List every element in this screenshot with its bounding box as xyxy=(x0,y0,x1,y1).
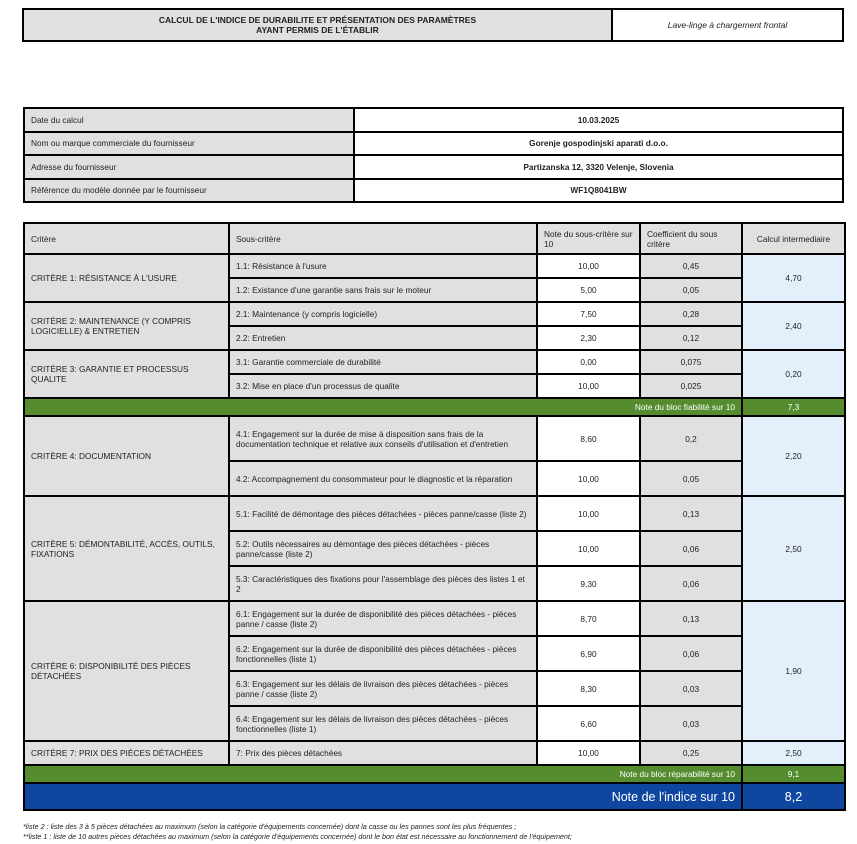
subcriterion-note: 10,00 xyxy=(537,461,640,496)
criterion-calc: 0,20 xyxy=(742,350,845,398)
subcriterion-label: 1.1: Résistance à l'usure xyxy=(229,254,537,278)
subcriterion-note: 10,00 xyxy=(537,254,640,278)
subcriterion-coef: 0,03 xyxy=(640,706,742,741)
info-value: WF1Q8041BW xyxy=(354,179,843,203)
col-header: Critère xyxy=(24,223,229,254)
table-row xyxy=(24,741,845,765)
subcriterion-coef: 0,05 xyxy=(640,461,742,496)
subcriterion-label: 3.2: Mise en place d'un processus de qualite xyxy=(229,374,537,398)
subcriterion-note: 8,30 xyxy=(537,671,640,706)
subcriterion-note: 10,00 xyxy=(537,741,640,765)
subcriterion-coef: 0,2 xyxy=(640,416,742,461)
subcriterion-label: 6.1: Engagement sur la durée de disponibilité des pièces détachées - pièces panne / casse (liste 2) xyxy=(229,601,537,636)
subcriterion-note: 0,00 xyxy=(537,350,640,374)
info-value: Partizanska 12, 3320 Velenje, Slovenia xyxy=(354,155,843,179)
criterion-calc: 2,50 xyxy=(742,496,845,601)
subcriterion-label: 6.4: Engagement sur les délais de livraison des pièces détachées - pièces fonctionnelles (liste 1) xyxy=(229,706,537,741)
criterion-label: CRITÈRE 2: MAINTENANCE (Y COMPRIS LOGICIELLE) & ENTRETIEN xyxy=(24,302,229,350)
fiabilite-value: 7,3 xyxy=(742,398,845,416)
subcriterion-label: 5.1: Facilité de démontage des pièces détachées - pièces panne/casse (liste 2) xyxy=(229,496,537,531)
subcriterion-coef: 0,28 xyxy=(640,302,742,326)
subcriterion-note: 8,70 xyxy=(537,601,640,636)
subcriterion-note: 6,90 xyxy=(537,636,640,671)
reparabilite-row xyxy=(24,765,845,783)
subcriterion-note: 7,50 xyxy=(537,302,640,326)
info-value: 10.03.2025 xyxy=(354,108,843,132)
table-row xyxy=(24,302,845,326)
criterion-label: CRITÈRE 7: PRIX DES PIÈCES DÉTACHÉES xyxy=(24,741,229,765)
col-header: Sous-critère xyxy=(229,223,537,254)
subcriterion-note: 8,60 xyxy=(537,416,640,461)
subcriterion-coef: 0,06 xyxy=(640,636,742,671)
criterion-calc: 2,50 xyxy=(742,741,845,765)
table-row xyxy=(24,350,845,374)
subcriterion-coef: 0,075 xyxy=(640,350,742,374)
criterion-calc: 1,90 xyxy=(742,601,845,741)
supplier-info-table xyxy=(23,107,844,203)
document-title xyxy=(24,10,613,40)
title-line-2: AYANT PERMIS DE L'ÉTABLIR xyxy=(256,25,379,35)
subcriterion-note: 5,00 xyxy=(537,278,640,302)
subcriterion-label: 6.2: Engagement sur la durée de disponibilité des pièces détachées - pièces fonctionnelles (liste 1) xyxy=(229,636,537,671)
indice-value: 8,2 xyxy=(742,783,845,810)
col-header: Calcul intermediaire xyxy=(742,223,845,254)
document-header xyxy=(22,8,844,42)
subcriterion-coef: 0,25 xyxy=(640,741,742,765)
fiabilite-label: Note du bloc fiabilité sur 10 xyxy=(24,398,742,416)
criterion-calc: 4,70 xyxy=(742,254,845,302)
subcriterion-coef: 0,03 xyxy=(640,671,742,706)
subcriterion-label: 4.2: Accompagnement du consommateur pour le diagnostic et la réparation xyxy=(229,461,537,496)
subcriterion-note: 9,30 xyxy=(537,566,640,601)
info-label: Référence du modèle donnée par le fournisseur xyxy=(24,179,354,203)
col-header: Coefficient du sous critère xyxy=(640,223,742,254)
footnote-liste-1: **liste 1 : liste de 10 autres pièces détachées au maximum (selon la catégorie d'équipements concernée) dont le bon état est nécessaire au fonctionnement de l'équipement; xyxy=(23,832,572,841)
subcriterion-coef: 0,45 xyxy=(640,254,742,278)
indice-label: Note de l'indice sur 10 xyxy=(24,783,742,810)
criterion-label: CRITÈRE 1: RÉSISTANCE À L'USURE xyxy=(24,254,229,302)
subcriterion-coef: 0,13 xyxy=(640,496,742,531)
indice-row xyxy=(24,783,845,810)
subcriterion-note: 2,30 xyxy=(537,326,640,350)
durability-index-table xyxy=(23,222,846,811)
criterion-label: CRITÈRE 4: DOCUMENTATION xyxy=(24,416,229,496)
info-label: Nom ou marque commerciale du fournisseur xyxy=(24,132,354,156)
subcriterion-coef: 0,05 xyxy=(640,278,742,302)
footnotes xyxy=(23,822,572,842)
subcriterion-label: 1.2: Existance d'une garantie sans frais sur le moteur xyxy=(229,278,537,302)
subcriterion-label: 2.2: Entretien xyxy=(229,326,537,350)
footnote-liste-2: *liste 2 : liste des 3 à 5 pièces détachées au maximum (selon la catégorie d'équipements concernée) dont la casse ou les pannes sont les plus fréquentes ; xyxy=(23,822,517,831)
table-row xyxy=(24,254,845,278)
subcriterion-label: 4.1: Engagement sur la durée de mise à disposition sans frais de la documentation technique et relative aux conseils d'utilisation et d'entretien xyxy=(229,416,537,461)
subcriterion-coef: 0,13 xyxy=(640,601,742,636)
info-label: Date du calcul xyxy=(24,108,354,132)
fiabilite-row xyxy=(24,398,845,416)
subcriterion-note: 6,60 xyxy=(537,706,640,741)
info-row xyxy=(24,108,843,132)
subcriterion-note: 10,00 xyxy=(537,496,640,531)
info-row xyxy=(24,179,843,203)
subcriterion-label: 3.1: Garantie commerciale de durabilité xyxy=(229,350,537,374)
info-label: Adresse du fournisseur xyxy=(24,155,354,179)
product-category: Lave-linge à chargement frontal xyxy=(667,20,788,30)
criterion-label: CRITÈRE 5: DÉMONTABILITÉ, ACCÈS, OUTILS, FIXATIONS xyxy=(24,496,229,601)
subcriterion-coef: 0,12 xyxy=(640,326,742,350)
subcriterion-note: 10,00 xyxy=(537,374,640,398)
info-value: Gorenje gospodinjski aparati d.o.o. xyxy=(354,132,843,156)
subcriterion-label: 5.3: Caractéristiques des fixations pour l'assemblage des pièces des listes 1 et 2 xyxy=(229,566,537,601)
reparabilite-label: Note du bloc réparabilité sur 10 xyxy=(24,765,742,783)
table-row xyxy=(24,601,845,636)
subcriterion-coef: 0,06 xyxy=(640,531,742,566)
criterion-label: CRITÈRE 3: GARANTIE ET PROCESSUS QUALITE xyxy=(24,350,229,398)
reparabilite-value: 9,1 xyxy=(742,765,845,783)
criterion-calc: 2,20 xyxy=(742,416,845,496)
subcriterion-label: 7: Prix des pièces détachées xyxy=(229,741,537,765)
info-row xyxy=(24,155,843,179)
col-header: Note du sous-critère sur 10 xyxy=(537,223,640,254)
subcriterion-label: 6.3: Engagement sur les délais de livraison des pièces détachées - pièces panne / casse (liste 2) xyxy=(229,671,537,706)
subcriterion-label: 2.1: Maintenance (y compris logicielle) xyxy=(229,302,537,326)
subcriterion-coef: 0,025 xyxy=(640,374,742,398)
subcriterion-label: 5.2: Outils nécessaires au démontage des pièces détachées - pièces panne/casse (liste 2) xyxy=(229,531,537,566)
title-line-1: CALCUL DE L'INDICE DE DURABILITE ET PRÉSENTATION DES PARAMÈTRES xyxy=(158,15,477,25)
table-header-row xyxy=(24,223,845,254)
subcriterion-note: 10,00 xyxy=(537,531,640,566)
table-row xyxy=(24,496,845,531)
criterion-calc: 2,40 xyxy=(742,302,845,350)
info-row xyxy=(24,132,843,156)
table-row xyxy=(24,416,845,461)
criterion-label: CRITÈRE 6: DISPONIBILITÉ DES PIÈCES DÉTACHÉES xyxy=(24,601,229,741)
subcriterion-coef: 0,06 xyxy=(640,566,742,601)
